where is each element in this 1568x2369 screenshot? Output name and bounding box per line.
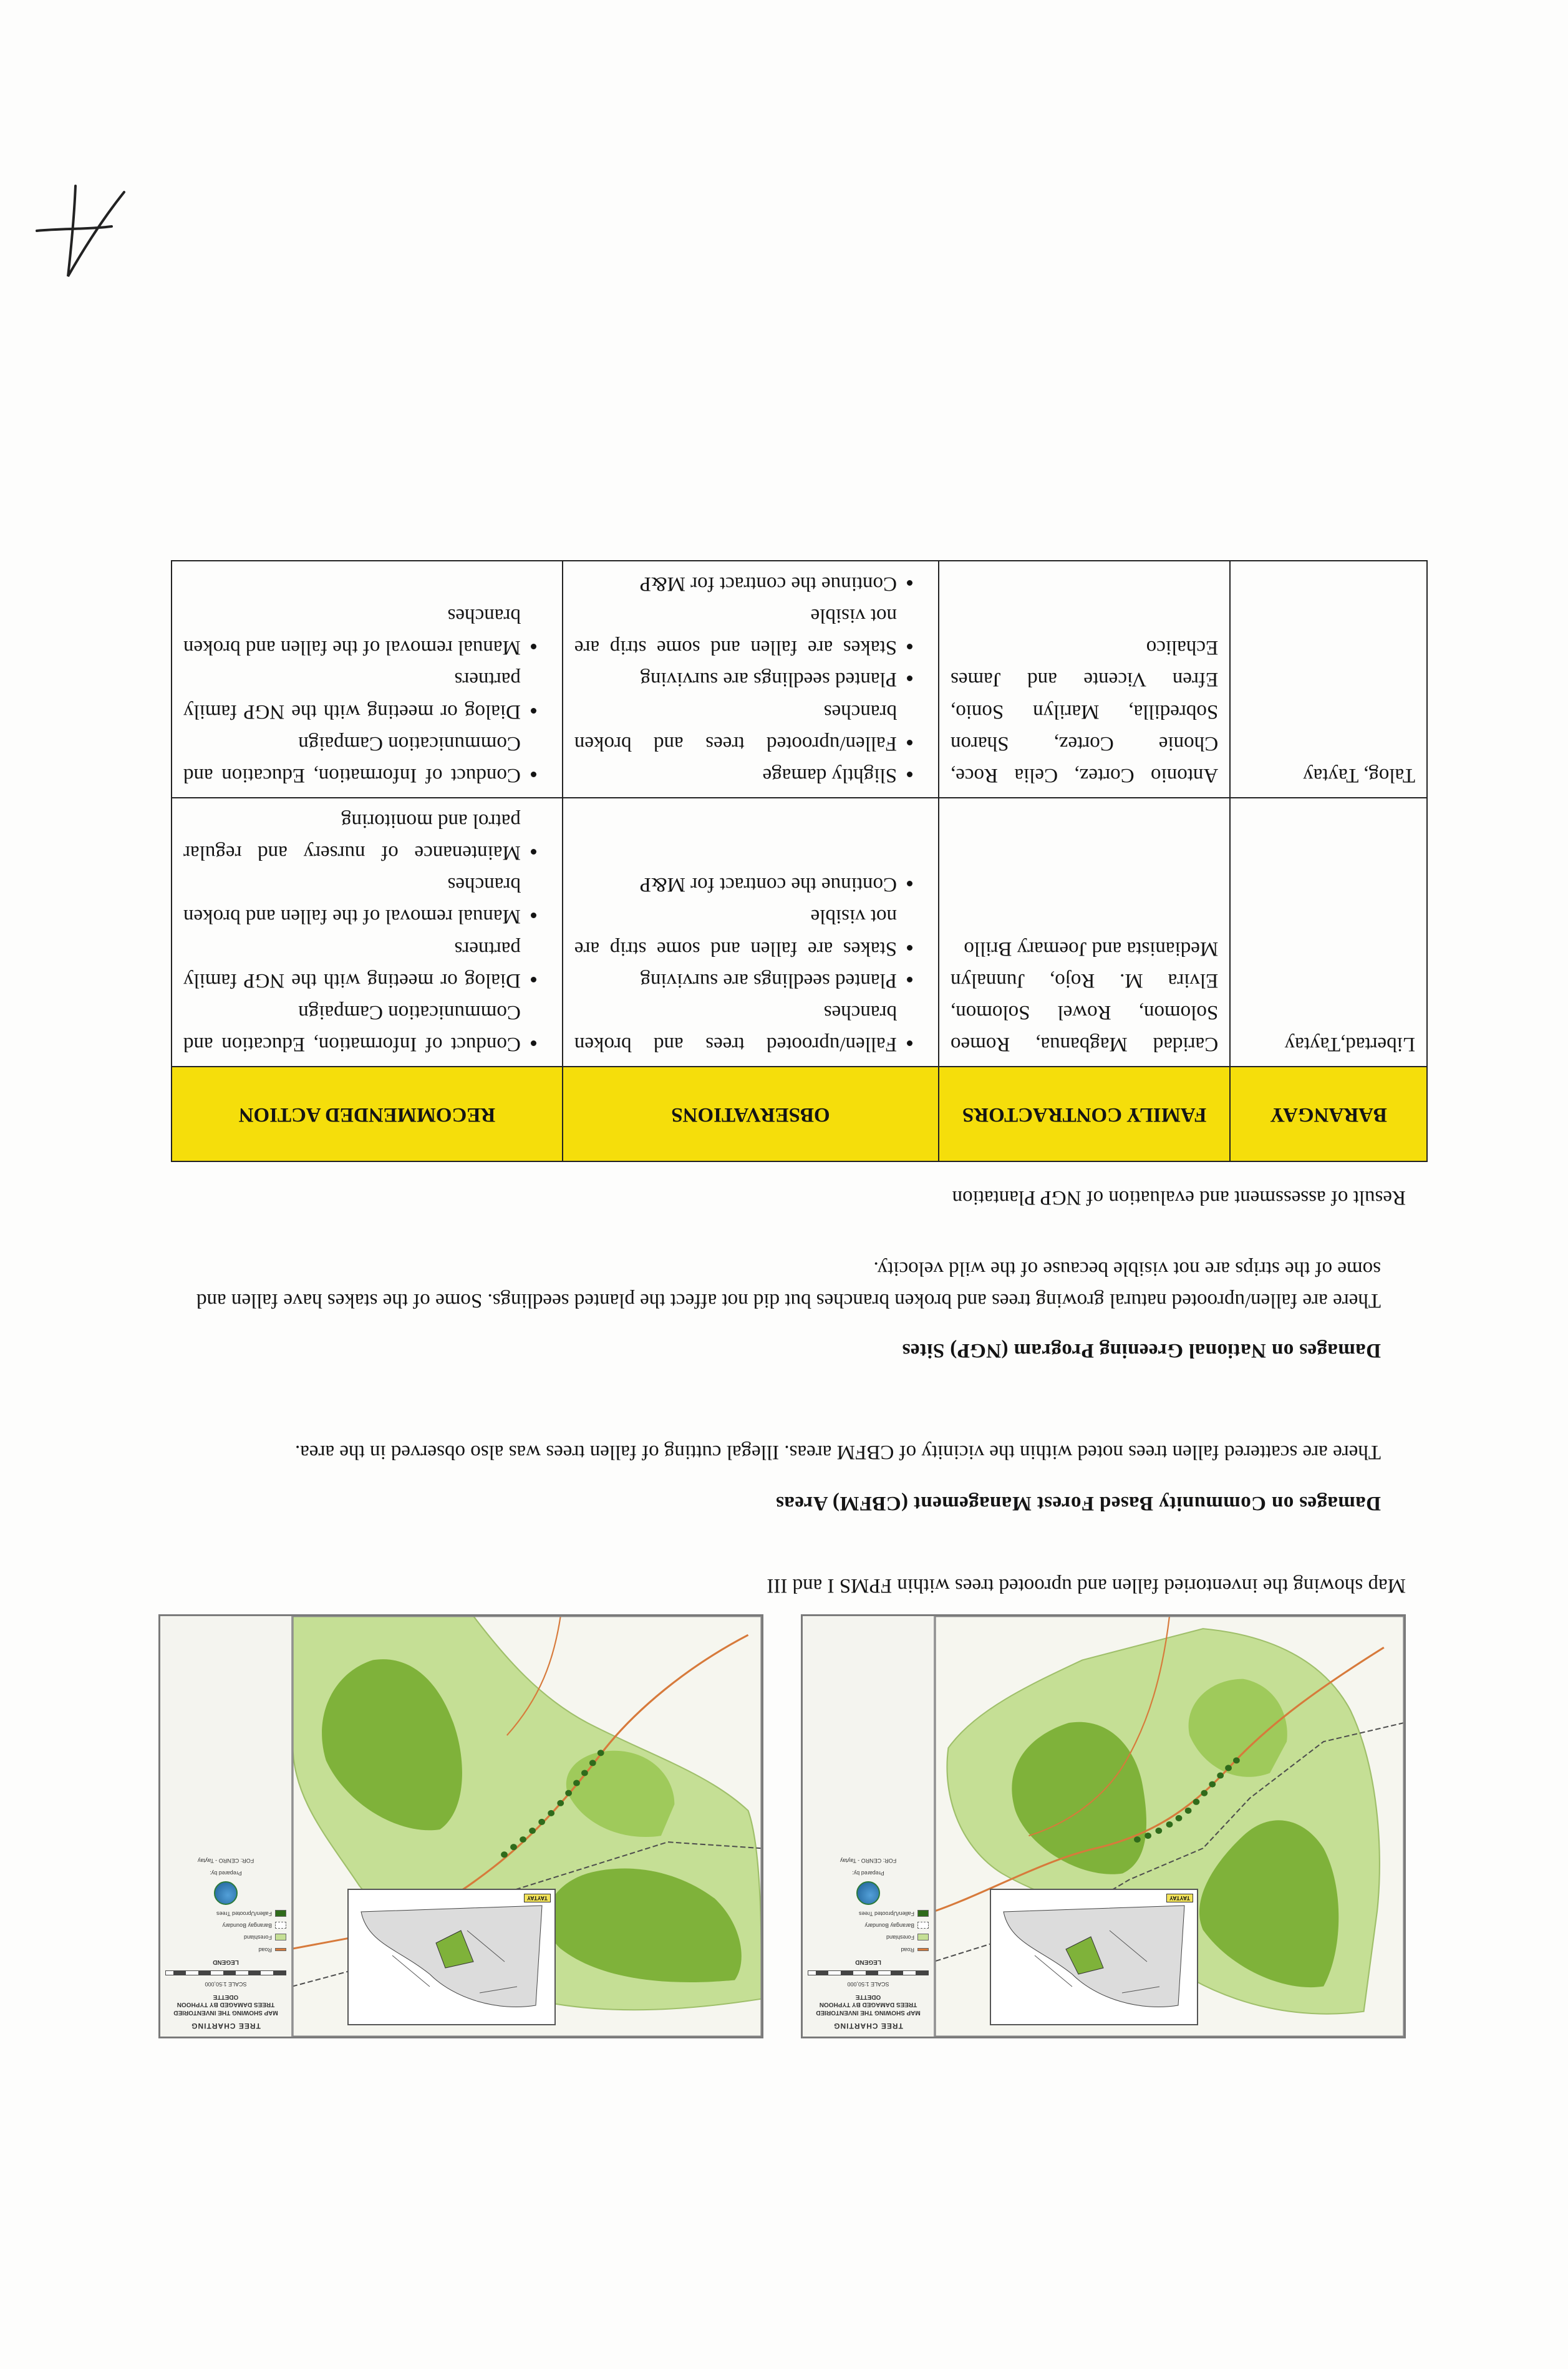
cell-observations — [563, 798, 939, 1067]
legend-item: Road — [165, 1946, 286, 1953]
prepared-by: FOR: CENRO - Taytay — [840, 1858, 897, 1864]
observation-item: • Fallen/uprooted trees and broken branches — [574, 996, 897, 1060]
cell-actions — [172, 561, 563, 798]
legend-item: Road — [808, 1946, 929, 1953]
header-family-contractors: FAMILY CONTRACTORS — [939, 1067, 1230, 1161]
table-header-row — [172, 1067, 1427, 1161]
map-figure — [158, 1614, 1406, 2038]
action-item: • Dialog or meeting with the NGP family partners — [183, 663, 521, 727]
action-item: • Conduct of Information, Education and Communication Campaign — [183, 996, 521, 1060]
prepared-label: Prepared by: — [852, 1869, 884, 1876]
map-legend-1 — [803, 1616, 934, 2037]
legend-heading: LEGEND — [855, 1959, 881, 1966]
map-panel-2 — [158, 1614, 763, 2038]
legend-title: TREE CHARTING — [191, 2022, 261, 2030]
map-panel-1 — [801, 1614, 1406, 2038]
cell-observations — [563, 561, 939, 798]
map-area-1 — [934, 1616, 1404, 2037]
legend-subtitle: MAP SHOWING THE INVENTORIED TREES DAMAGED BY TYPHOON ODETTE — [816, 1994, 921, 2016]
observation-item: • Slightly damage — [574, 759, 897, 791]
cell-contractors: Antonio Cortez, Celia Roce, Chonie Cortez, Sharon Sobredilla, Marilyn Sonio, Efren Vicente and James Echalico — [939, 561, 1230, 798]
inset-drawing-1 — [991, 1890, 1197, 2024]
legend-item: Foreshland — [165, 1934, 286, 1940]
cell-barangay: Libertad,Taytay — [1230, 798, 1427, 1067]
handwritten-initial-icon — [31, 180, 137, 286]
scale-label: SCALE 1:50,000 — [205, 1981, 247, 1988]
cell-barangay: Talog, Taytay — [1230, 561, 1427, 798]
map-legend-2 — [160, 1616, 291, 2037]
header-barangay: BARANGAY — [1230, 1067, 1427, 1161]
denr-logo-icon — [856, 1881, 880, 1905]
legend-heading: LEGEND — [213, 1959, 239, 1966]
cbfm-heading: Damages on Community Based Forest Management (CBFM) Areas — [775, 1492, 1381, 1514]
location-inset-1 — [990, 1889, 1198, 2025]
cbfm-paragraph: There are scattered fallen trees noted within the vicinity of CBFM areas. Illegal cutting of fallen trees was also observed in the area. — [294, 1441, 1381, 1463]
legend-title: TREE CHARTING — [833, 2022, 903, 2030]
action-item: • Manual removal of the fallen and broken branches — [183, 599, 521, 663]
cell-actions — [172, 798, 563, 1067]
scale-bar — [808, 1970, 929, 1975]
denr-logo-icon — [214, 1881, 238, 1905]
ngp-heading: Damages on National Greening Program (NGP) Sites — [902, 1339, 1381, 1362]
observation-item: • Fallen/uprooted trees and broken branches — [574, 695, 897, 758]
observation-item: • Stakes are fallen and some strip are not visible — [574, 599, 897, 663]
legend-item: Fallen/Uprooted Trees — [808, 1910, 929, 1917]
observation-item: • Stakes are fallen and some strip are not visible — [574, 900, 897, 964]
scale-label: SCALE 1:50,000 — [847, 1981, 889, 1988]
action-item: • Conduct of Information, Education and Communication Campaign — [183, 727, 521, 791]
location-inset-2 — [347, 1889, 556, 2025]
ngp-paragraph: There are fallen/uprooted natural growing trees and broken branches but did not affect the planted seedlings. Some of the stakes have fallen and some of the strips are not visible because of the wild velocity. — [196, 1257, 1381, 1312]
table-caption: Result of assessment and evaluation of NGP Plantation — [952, 1186, 1406, 1209]
observation-item: • Continue the contract for M&P — [574, 868, 897, 900]
legend-item: Fallen/Uprooted Trees — [165, 1910, 286, 1917]
cell-contractors: Caridad Magbanua, Romeo Solomon, Rowel Solomon, Elvira M. Rojo, Junnalyn Medianista and Joemary Brillo — [939, 798, 1230, 1067]
inset-label-1: TAYTAY — [1166, 1894, 1193, 1902]
legend-item: Barangay Boundary — [165, 1922, 286, 1929]
inset-label-2: TAYTAY — [524, 1894, 551, 1902]
table-row — [172, 798, 1427, 1067]
legend-item: Barangay Boundary — [808, 1922, 929, 1929]
legend-item: Foreshland — [808, 1934, 929, 1940]
action-item: • Manual removal of the fallen and broken branches — [183, 868, 521, 932]
inset-drawing-2 — [349, 1890, 554, 2024]
map-caption: Map showing the inventoried fallen and uprooted trees within FPMS I and III — [767, 1574, 1406, 1597]
scale-bar — [165, 1970, 286, 1975]
action-item: • Maintenance of nursery and regular patrol and monitoring — [183, 805, 521, 868]
legend-subtitle: MAP SHOWING THE INVENTORIED TREES DAMAGED BY TYPHOON ODETTE — [173, 1994, 278, 2016]
header-observations: OBSERVATIONS — [563, 1067, 939, 1161]
prepared-by: FOR: CENRO - Taytay — [197, 1858, 254, 1864]
assessment-table — [171, 560, 1428, 1162]
action-item: • Dialog or meeting with the NGP family partners — [183, 932, 521, 996]
prepared-label: Prepared by: — [210, 1869, 242, 1876]
table-row — [172, 561, 1427, 798]
header-recommended-action: RECOMMENDED ACTION — [172, 1067, 563, 1161]
observation-item: • Planted seedlings are surviving — [574, 964, 897, 996]
observation-item: • Planted seedlings are surviving — [574, 663, 897, 695]
observation-item: • Continue the contract for M&P — [574, 568, 897, 599]
map-area-2 — [291, 1616, 762, 2037]
